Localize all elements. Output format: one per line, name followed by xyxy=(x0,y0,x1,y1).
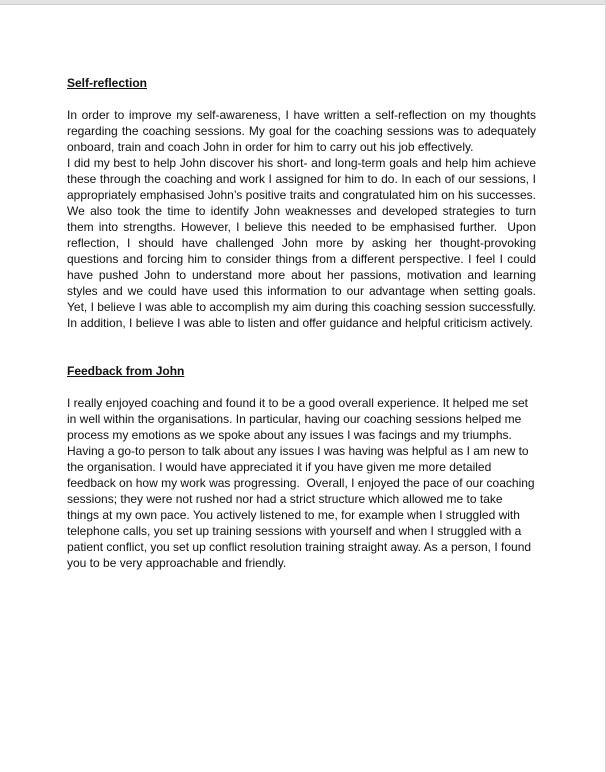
window-top-edge xyxy=(0,0,606,5)
self-reflection-paragraph-2: I did my best to help John discover his short- and long-term goals and help him achieve these through the coaching and work I assigned for him to do. In each of our sessions, I appropriately emphasised John’s positive traits and congratulated him on his successes. We also took the time to identify John weaknesses and developed strategies to turn them into strengths. However, I believe this needed to be emphasised further. Upon reflection, I should have challenged John more by asking her thought-provoking questions and forcing him to consider things from a different perspective. I feel I could have pushed John to understand more about her passions, motivation and learning styles and we could have used this information to our advantage when setting goals. Yet, I believe I was able to accomplish my aim during this coaching session successfully. In addition, I believe I was able to listen and offer guidance and helpful criticism actively. xyxy=(67,156,543,330)
feedback-heading: Feedback from John xyxy=(67,364,185,378)
document-page xyxy=(67,75,543,571)
self-reflection-paragraph-1: In order to improve my self-awareness, I have written a self-reflection on my thoughts regarding the coaching sessions. My goal for the coaching sessions was to adequately onboard, train and coach John in order for him to carry out his job effectively. xyxy=(67,108,540,154)
feedback-paragraph: I really enjoyed coaching and found it to be a good overall experience. It helped me set in well within the organisations. In particular, having our coaching sessions helped me process my emotions as we spoke about any issues I was facings and my triumphs. Having a go-to person to talk about any issues I was having was helpful as I am new to the organisation. I would have appreciated it if you have given me more detailed feedback on how my work was progressing. Overall, I enjoyed the pace of our coaching sessions; they were not rushed nor had a strict structure which allowed me to take things at my own pace. You actively listened to me, for example when I struggled with telephone calls, you set up training sessions with yourself and when I struggled with a patient conflict, you set up conflict resolution training straight away. As a person, I found you to be very approachable and friendly. xyxy=(67,396,538,570)
self-reflection-heading: Self-reflection xyxy=(67,76,148,90)
